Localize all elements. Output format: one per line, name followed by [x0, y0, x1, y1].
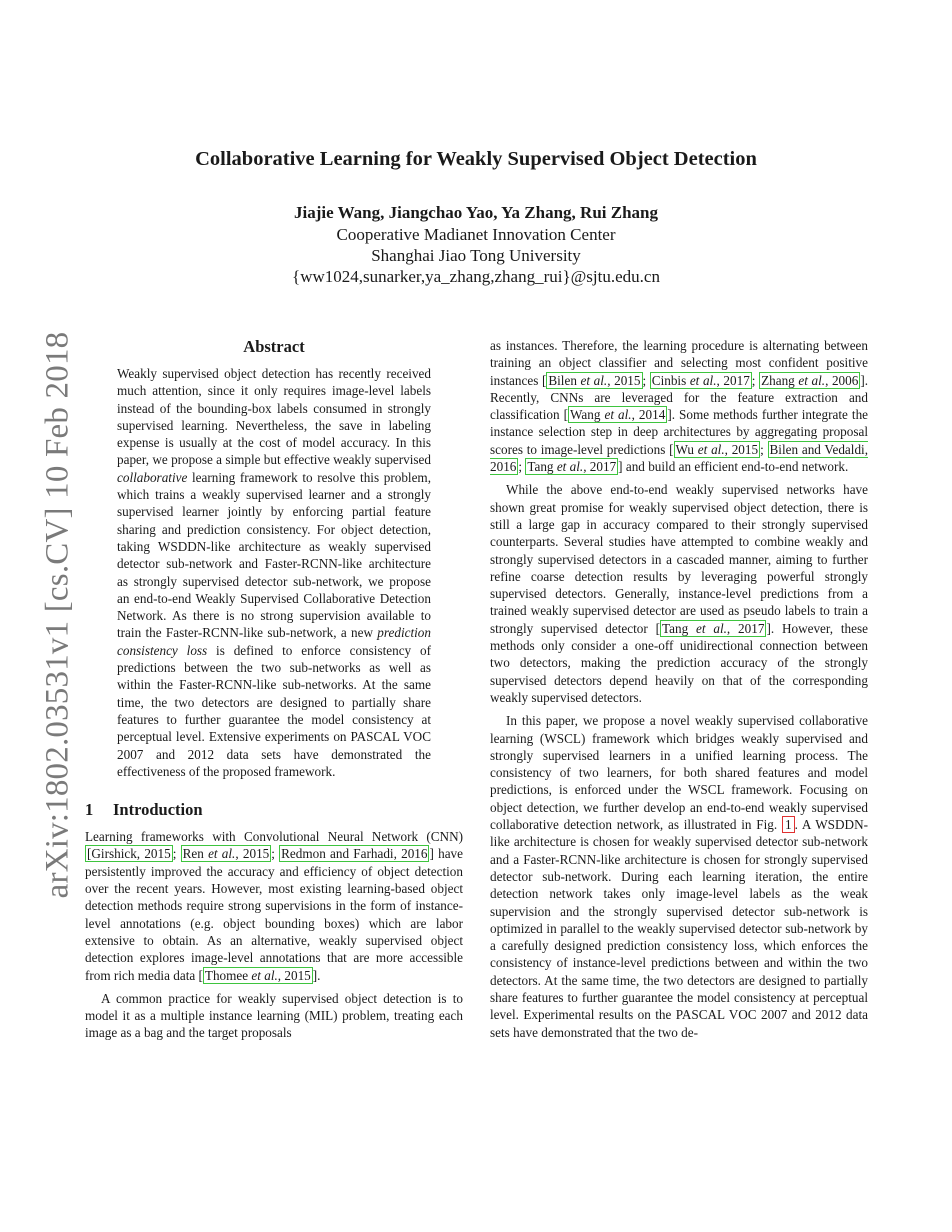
citation-etal: et al.	[798, 372, 826, 388]
citation-link[interactable]	[759, 372, 860, 389]
citation-link[interactable]	[181, 845, 272, 862]
citation-author: Bilen	[548, 372, 581, 388]
citation-etal: et al.	[696, 620, 727, 636]
citation-etal: et al.	[556, 459, 584, 475]
citation-author: Ren	[182, 846, 209, 862]
paragraph-text: Learning frameworks with Convolutional Neural Network (CNN)	[85, 829, 463, 845]
abstract-emphasis: prediction consistency loss	[117, 625, 431, 658]
citation-separator: ;	[760, 441, 768, 457]
abstract-heading: Abstract	[243, 337, 305, 356]
citation-link[interactable]	[568, 406, 667, 423]
paragraph-text: While the above end-to-end weakly supervised networks have shown great promise for weakly supervised object detection, there is still a large gap in accuracy compared to their strongly supervised counterparts. Several studies have attempted to combine weakly and strongly supervised detectors in a cascaded manner, aiming to further refine coarse detection results by leveraging powerful strongly supervised detectors. Generally, instance-level predictions from a trained weakly supervised detector are used as pseudo labels to train a strongly supervised detector [	[490, 482, 868, 636]
citation-author: Tang	[662, 620, 697, 636]
paragraph-text: . A WSDDN-like architecture is chosen for weakly supervised detector sub-network and a Faster-RCNN-like architecture is chosen for strongly supervised detector sub-network. During each learning iteration, the entire detection network takes only image-level labels as the weak supervision and the strongly supervised detector sub-network is optimized in parallel to the weakly supervised detector sub-network by a carefully designed prediction consistency loss, which enforces the consistency of instance-level predictions between and within the two detectors. At the same time, the two detectors are designed to partially share features to further guarantee the model consistency at perceptual level. Experimental results on the PASCAL VOC 2007 and 2012 data sets have demonstrated that the two de-	[490, 817, 868, 1040]
paragraph-text: ]. Some methods further integrate the instance selection step in deep architectures by aggregating proposal scores to image-level predictions [	[490, 407, 869, 457]
citation-separator: ;	[751, 372, 760, 388]
citation-link[interactable]	[650, 372, 752, 389]
author-block	[0, 202, 952, 287]
citation-year: , 2017	[726, 620, 765, 636]
intro-paragraph-2: A common practice for weakly supervised object detection is to model it as a multiple instance learning (MIL) problem, treating each image as a bag and the target proposals	[85, 990, 463, 1041]
affiliation-center: Cooperative Madianet Innovation Center	[336, 225, 616, 244]
citation-year: , 2006	[825, 372, 859, 388]
section-number: 1	[85, 800, 94, 820]
abstract-emphasis: collaborative	[117, 469, 188, 485]
citation-year: , 2015	[277, 967, 311, 983]
paper-title: Collaborative Learning for Weakly Supervised Object Detection	[195, 148, 757, 170]
author-emails: {ww1024,sunarker,ya_zhang,zhang_rui}@sjtu.edu.cn	[292, 267, 660, 286]
citation-link[interactable]: [Girshick, 2015	[87, 846, 171, 862]
affiliation-university: Shanghai Jiao Tong University	[371, 246, 581, 265]
abstract-text: learning framework to resolve this problem, which trains a weakly supervised learner and a strongly supervised learner jointly by enforcing partial feature sharing and prediction consistency. For object detection, taking WSDDN-like architecture as weakly supervised detector sub-network and Faster-RCNN-like architecture as strongly supervised detector sub-network, we propose an end-to-end Weakly Supervised Collaborative Detection Network. As there is no strong supervision available to train the Faster-RCNN-like sub-network, a new	[117, 469, 431, 641]
citation-etal: et al.	[580, 372, 608, 388]
citation-author: Wang	[570, 407, 605, 423]
author-names: Jiajie Wang, Jiangchao Yao, Ya Zhang, Rui Zhang	[293, 203, 658, 222]
intro-paragraph-5	[490, 712, 868, 1041]
citation-author: Cinbis	[651, 372, 690, 388]
section-heading-introduction	[85, 800, 463, 820]
paragraph-text: ] and build an efficient end-to-end network.	[618, 459, 849, 475]
citation-link[interactable]	[546, 372, 642, 389]
right-column	[490, 337, 868, 1041]
citation-year: , 2015	[607, 372, 641, 388]
citation-link[interactable]	[525, 458, 618, 475]
citation-author: Wu	[675, 441, 698, 457]
paragraph-text: as instances. Therefore, the learning procedure is alternating between training an object classifier and selecting most confident positive instances [	[490, 338, 868, 388]
citation-etal: et al.	[208, 846, 236, 862]
paragraph-text: ] have persistently improved the accuracy and efficiency of object detection over the recent years. However, most existing learning-based object detection methods require strong supervisions in the form of instance-level annotations (e.g. object bounding boxes) which are labor extensive to obtain. As an alternative, weakly supervised object detection explores image-level annotations that are more accessible from rich media data [	[85, 846, 463, 983]
citation-separator: ;	[271, 846, 280, 862]
citation-etal: et al.	[604, 407, 632, 423]
paragraph-text: ]. Recently, CNNs are leveraged for the feature extraction and classification [	[490, 372, 869, 423]
figure-reference-link[interactable]: 1	[782, 816, 795, 833]
citation-year: , 2017	[583, 459, 617, 475]
citation-author: Thomee	[204, 967, 252, 983]
citation-link[interactable]: Redmon and Farhadi, 2016	[281, 846, 428, 862]
intro-paragraph-3	[490, 337, 868, 475]
citation-year: , 2015	[724, 441, 759, 457]
paragraph-text: ].	[312, 967, 321, 983]
citation-separator: ;	[172, 846, 181, 862]
intro-paragraph-4	[490, 481, 868, 706]
left-column	[85, 337, 463, 1042]
section-title: Introduction	[113, 800, 203, 820]
citation-link[interactable]	[203, 967, 313, 984]
abstract-text: is defined to enforce consistency of predictions between the two sub-networks as well as within the Faster-RCNN-like sub-networks. At the same time, the two detectors are designed to partially share features to further guarantee the model consistency at perceptual level. Extensive experiments on PASCAL VOC 2007 and 2012 data sets have demonstrated the effectiveness of the proposed framework.	[117, 642, 431, 779]
citation-year: , 2017	[716, 372, 750, 388]
citation-link[interactable]: Bilen and Vedaldi, 2016	[490, 441, 868, 475]
citation-separator: ;	[518, 459, 526, 475]
paragraph-text: ]. However, these methods only consider a one-off unidirectional connection between two detectors, making the prediction accuracy of the strongly supervised detectors depend heavily on that of the corresponding weakly supervised detectors.	[490, 620, 868, 705]
arxiv-identifier-stamp: arXiv:1802.03531v1 [cs.CV] 10 Feb 2018	[39, 331, 76, 899]
citation-author: Zhang	[761, 372, 799, 388]
citation-year: , 2014	[631, 407, 666, 423]
abstract-body	[117, 365, 431, 780]
citation-etal: et al.	[251, 967, 278, 983]
citation-link[interactable]	[660, 620, 766, 637]
abstract-text: Weakly supervised object detection has recently received much attention, since it only requires image-level labels instead of the bounding-box labels consumed in strongly supervised learning. Nevertheless, the save in labeling expense is usually at the cost of model accuracy. In this paper, we propose a simple but effective weakly supervised	[117, 366, 431, 468]
citation-link[interactable]	[674, 441, 761, 458]
paragraph-text: In this paper, we propose a novel weakly supervised collaborative learning (WSCL) framework which bridges weakly supervised and strongly supervised learners in a unified learning process. The consistency of two learners, for both shared features and model predictions, is enforced under the WSCL framework. Focusing on object detection, we further develop an end-to-end weakly supervised collaborative detection network, as illustrated in Fig.	[490, 713, 868, 833]
citation-separator: ;	[642, 372, 650, 388]
intro-paragraph-1	[85, 828, 463, 984]
citation-etal: et al.	[697, 441, 725, 457]
citation-author: Tang	[527, 459, 557, 475]
citation-year: , 2015	[235, 846, 270, 862]
citation-etal: et al.	[689, 372, 717, 388]
